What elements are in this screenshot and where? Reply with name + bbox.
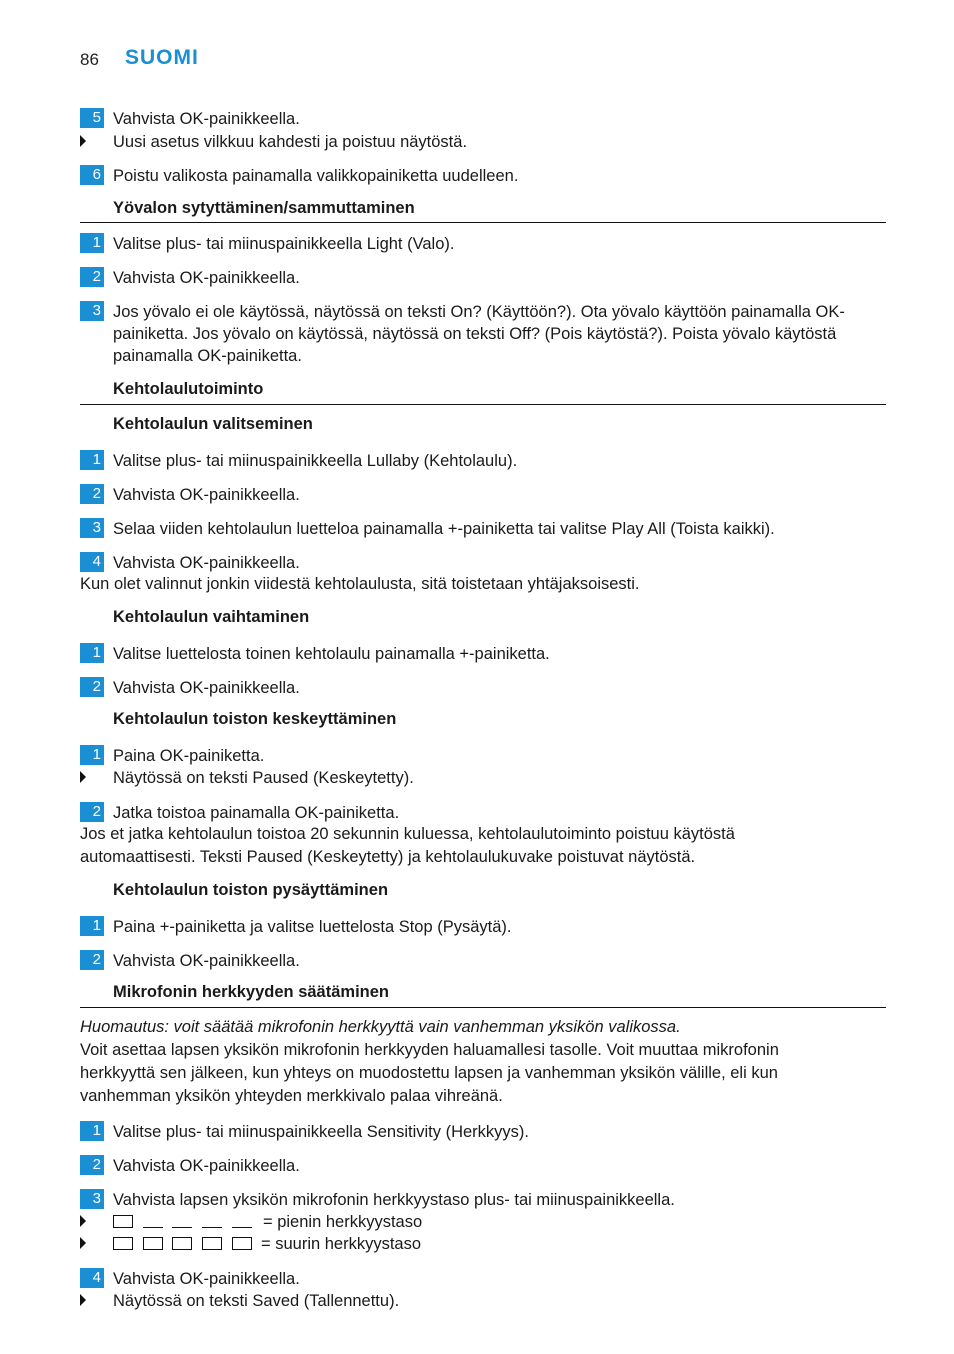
step-text: Valitse plus- tai miinuspainikkeella Light (Valo). <box>113 235 455 253</box>
step-text: Jos yövalo ei ole käytössä, näytössä on teksti On? (Käyttöön?). Ota yövalo käyttöön painamalla OK-painiketta. Jos yövalo on käytössä, näytössä on teksti Off? (Pois käytöstä?). Poista yövalo käytöstä painamalla OK-painiketta. <box>113 303 845 365</box>
step-text: Poistu valikosta painamalla valikkopainiketta uudelleen. <box>113 167 519 185</box>
note-italic: Huomautus: voit säätää mikrofonin herkkyyttä vain vanhemman yksikön valikossa. <box>80 1018 681 1036</box>
bar-filled <box>113 1237 133 1250</box>
step-number: 3 <box>80 518 104 538</box>
step-text: Paina OK-painiketta. <box>113 747 265 765</box>
bullet-arrow-icon <box>80 1294 86 1306</box>
bar-empty <box>143 1227 163 1228</box>
step-number: 1 <box>80 643 104 663</box>
step-text: Vahvista OK-painikkeella. <box>113 679 300 697</box>
step-number: 1 <box>80 450 104 470</box>
step-number: 2 <box>80 267 104 287</box>
step-number: 1 <box>80 233 104 253</box>
note-text: Kun olet valinnut jonkin viidestä kehtolaulusta, sitä toistetaan yhtäjaksoisesti. <box>80 575 640 593</box>
bullet-text: Uusi asetus vilkkuu kahdesti ja poistuu näytöstä. <box>113 133 468 151</box>
bar-empty <box>202 1227 222 1228</box>
step-number: 1 <box>80 916 104 936</box>
sensitivity-bars-max-icon <box>113 1237 263 1251</box>
subsection-heading: Kehtolaulun valitseminen <box>113 415 313 433</box>
bar-empty <box>232 1227 252 1228</box>
step-text: Vahvista OK-painikkeella. <box>113 486 300 504</box>
step-number: 2 <box>80 484 104 504</box>
step-number: 6 <box>80 165 104 185</box>
bullet-text: Näytössä on teksti Paused (Keskeytetty). <box>113 769 414 787</box>
step-number: 2 <box>80 950 104 970</box>
step-number: 4 <box>80 552 104 572</box>
step-text: Vahvista OK-painikkeella. <box>113 1270 300 1288</box>
step-number: 2 <box>80 1155 104 1175</box>
body-paragraph: Voit asettaa lapsen yksikön mikrofonin herkkyyden haluamallesi tasolle. Voit muuttaa mikrofonin herkkyyttä sen jälkeen, kun yhteys on muodostettu lapsen ja vanhemman yksikön välille, eli kun vanhemman yksikön yhteyden merkkivalo palaa vihreänä. <box>80 1041 779 1105</box>
step-text: Selaa viiden kehtolaulun luetteloa painamalla +-painiketta tai valitse Play All (Toista kaikki). <box>113 520 775 538</box>
bar-filled <box>172 1237 192 1250</box>
bullet-text: Näytössä on teksti Saved (Tallennettu). <box>113 1292 400 1310</box>
subsection-heading: Kehtolaulun toiston pysäyttäminen <box>113 881 389 899</box>
bar-filled <box>143 1237 163 1250</box>
bar-filled <box>113 1215 133 1228</box>
subsection-heading: Kehtolaulun toiston keskeyttäminen <box>113 710 397 728</box>
bullet-arrow-icon <box>80 1215 86 1227</box>
step-text: Jatka toistoa painamalla OK-painiketta. <box>113 804 400 822</box>
bar-empty <box>172 1227 192 1228</box>
step-number: 2 <box>80 802 104 822</box>
step-number: 3 <box>80 301 104 321</box>
section-heading: Mikrofonin herkkyyden säätäminen <box>113 983 389 1001</box>
page-number: 86 <box>80 50 99 69</box>
step-number: 1 <box>80 745 104 765</box>
step-text: Vahvista lapsen yksikön mikrofonin herkkyystaso plus- tai miinuspainikkeella. <box>113 1191 675 1209</box>
level-min-bullet <box>80 1211 480 1231</box>
step-text: Valitse plus- tai miinuspainikkeella Lullaby (Kehtolaulu). <box>113 452 518 470</box>
sensitivity-bars-min-icon <box>113 1215 263 1229</box>
bar-filled <box>232 1237 252 1250</box>
step-text: Valitse luettelosta toinen kehtolaulu painamalla +-painiketta. <box>113 645 550 663</box>
step-number: 5 <box>80 108 104 128</box>
step-text: Vahvista OK-painikkeella. <box>113 1157 300 1175</box>
subsection-heading: Kehtolaulun vaihtaminen <box>113 608 310 626</box>
note-text: Jos et jatka kehtolaulun toistoa 20 sekunnin kuluessa, kehtolaulutoiminto poistuu käytöstä automaattisesti. Teksti Paused (Keskeytetty) ja kehtolaulukuvake poistuvat näytöstä. <box>80 825 735 866</box>
divider <box>80 1007 886 1008</box>
bullet-arrow-icon <box>80 135 86 147</box>
step-number: 3 <box>80 1189 104 1209</box>
level-max-bullet <box>80 1233 480 1253</box>
step-text: Vahvista OK-painikkeella. <box>113 269 300 287</box>
step-text: Paina +-painiketta ja valitse luettelosta Stop (Pysäytä). <box>113 918 512 936</box>
language-title: SUOMI <box>125 46 199 69</box>
level-max-text: = suurin herkkyystaso <box>261 1235 422 1253</box>
bullet-arrow-icon <box>80 771 86 783</box>
divider <box>80 404 886 405</box>
step-number: 1 <box>80 1121 104 1141</box>
step-number: 2 <box>80 677 104 697</box>
divider <box>80 222 886 223</box>
step-text: Vahvista OK-painikkeella. <box>113 110 300 128</box>
bar-filled <box>202 1237 222 1250</box>
step-number: 4 <box>80 1268 104 1288</box>
bullet-arrow-icon <box>80 1237 86 1249</box>
section-heading: Yövalon sytyttäminen/sammuttaminen <box>113 199 415 217</box>
level-min-text: = pienin herkkyystaso <box>263 1213 423 1231</box>
step-text: Valitse plus- tai miinuspainikkeella Sensitivity (Herkkyys). <box>113 1123 529 1141</box>
step-text: Vahvista OK-painikkeella. <box>113 952 300 970</box>
section-heading: Kehtolaulutoiminto <box>113 380 264 398</box>
step-text: Vahvista OK-painikkeella. <box>113 554 300 572</box>
